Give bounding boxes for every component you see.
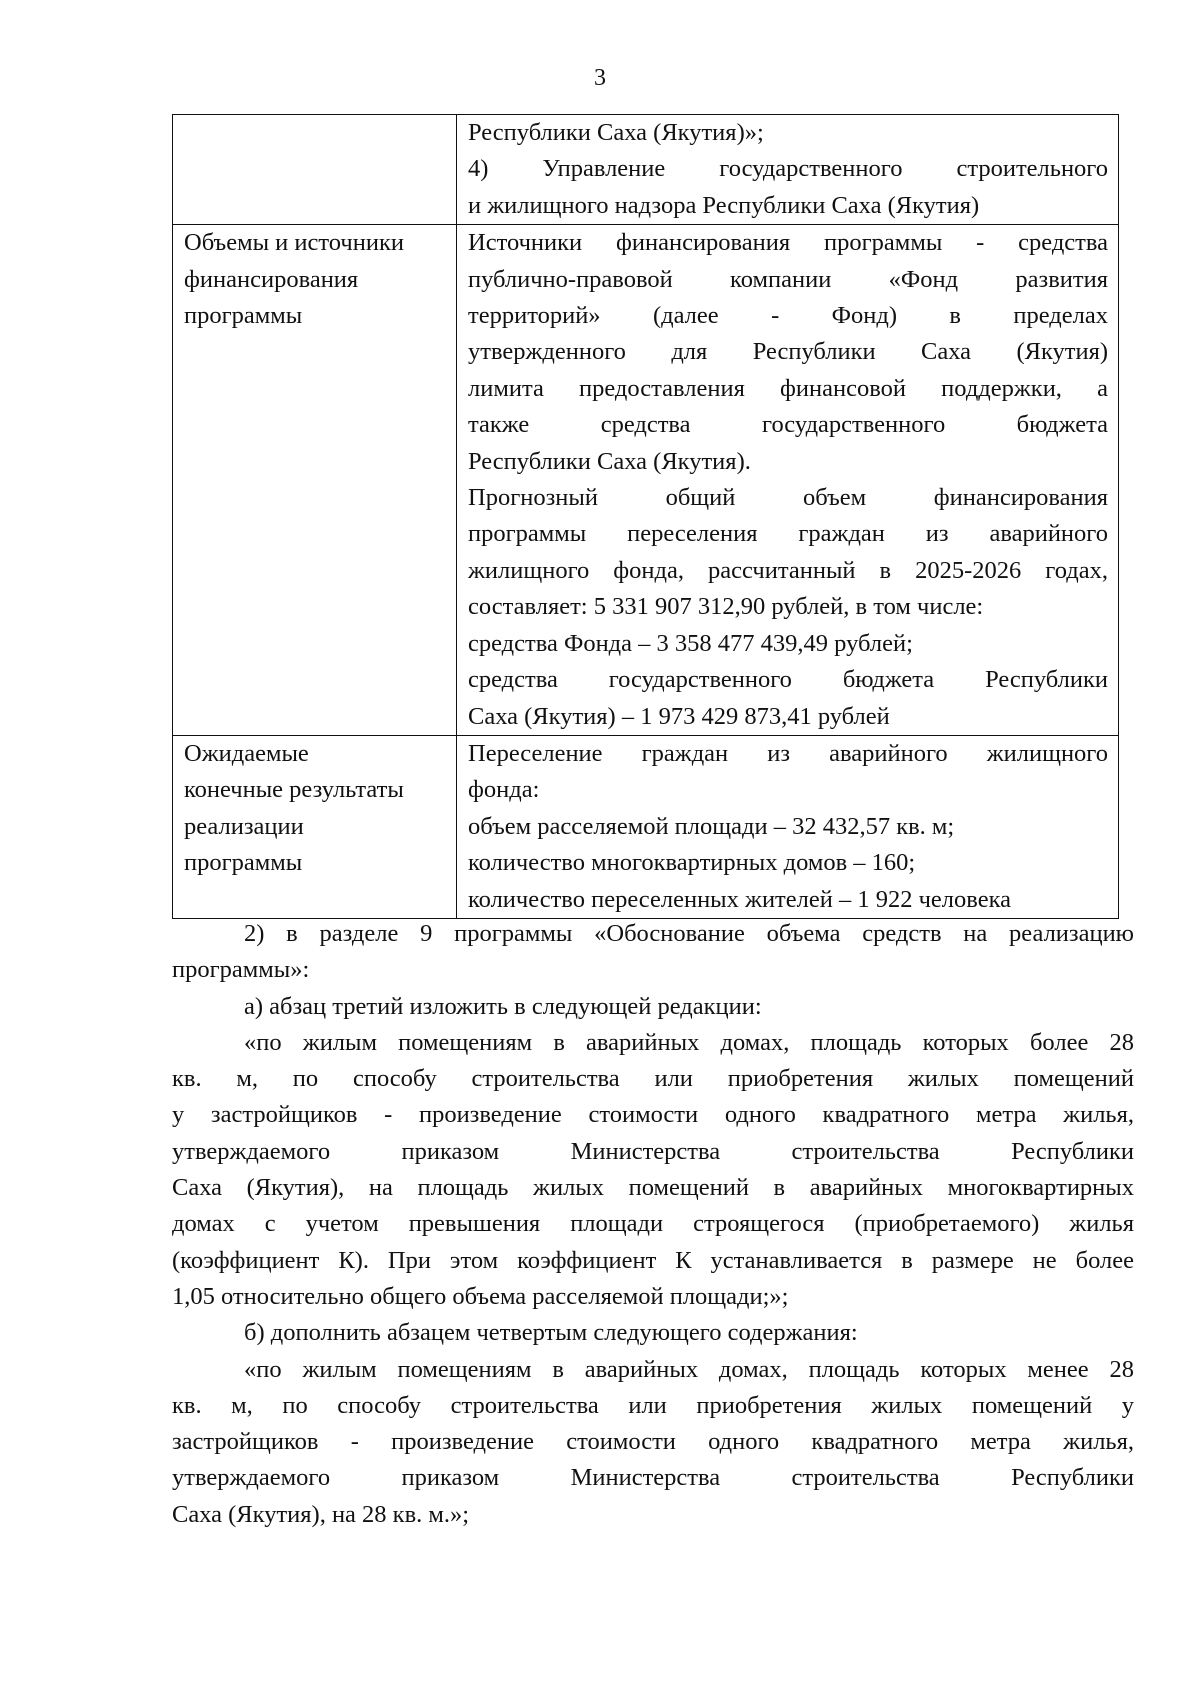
- quoted-paragraph: [172, 1025, 1134, 1315]
- text-line: средства Фонда – 3 358 477 439,49 рублей;: [468, 629, 913, 657]
- text-line: программы»:: [172, 956, 310, 984]
- table-cell-value: [457, 225, 1119, 736]
- text-line: «по жилым помещениям в аварийных домах, площадь которых менее 28: [244, 1355, 1134, 1383]
- table-cell-label: [173, 115, 457, 225]
- text-line: Саха (Якутия), на 28 кв. м.»;: [172, 1500, 470, 1528]
- label-line: программы: [184, 302, 303, 330]
- text-line: Республики Саха (Якутия)»;: [468, 119, 764, 146]
- text-line: у застройщиков - произведение стоимости одного квадратного метра жилья,: [172, 1101, 1134, 1129]
- page-number: 3: [594, 65, 606, 91]
- label-line: реализации: [184, 812, 304, 840]
- text-line: утверждаемого приказом Министерства строительства Республики: [172, 1464, 1134, 1492]
- text-line: также средства государственного бюджета: [468, 411, 1108, 439]
- text-line: 4) Управление государственного строительного: [468, 155, 1108, 183]
- text-line: Саха (Якутия), на площадь жилых помещений в аварийных многоквартирных: [172, 1174, 1134, 1202]
- document-body: [172, 916, 1134, 1533]
- text-line: фонда:: [468, 776, 540, 804]
- text-line: 2) в разделе 9 программы «Обоснование объема средств на реализацию: [244, 920, 1134, 947]
- text-line: составляет: 5 331 907 312,90 рублей, в том числе:: [468, 593, 984, 621]
- text-line: «по жилым помещениям в аварийных домах, площадь которых более 28: [244, 1028, 1134, 1056]
- label-line: программы: [184, 849, 303, 877]
- text-line: программы переселения граждан из аварийного: [468, 520, 1108, 548]
- text-line: Переселение граждан из аварийного жилищного: [468, 739, 1108, 767]
- text-line: утверждаемого приказом Министерства строительства Республики: [172, 1137, 1134, 1165]
- label-line: финансирования: [184, 265, 359, 293]
- label-line: Объемы и источники: [184, 229, 404, 257]
- text-line: кв. м, по способу строительства или приобретения жилых помещений у: [172, 1391, 1134, 1419]
- paragraph: [172, 989, 1134, 1025]
- text-line: (коэффициент К). При этом коэффициент К устанавливается в размере не более: [172, 1246, 1134, 1274]
- program-passport-table: [172, 114, 1119, 919]
- text-line: Прогнозный общий объем финансирования: [468, 484, 1108, 512]
- table-cell-label: [173, 735, 457, 918]
- text-line: 1,05 относительно общего объема расселяемой площади;»;: [172, 1282, 789, 1310]
- text-line: Республики Саха (Якутия).: [468, 447, 751, 475]
- text-line: б) дополнить абзацем четвертым следующего содержания:: [244, 1319, 858, 1347]
- text-line: и жилищного надзора Республики Саха (Якутия): [468, 191, 980, 219]
- text-line: территорий» (далее - Фонд) в пределах: [468, 302, 1108, 330]
- text-line: домах с учетом превышения площади строящегося (приобретаемого) жилья: [172, 1210, 1134, 1238]
- table-row: [173, 225, 1119, 736]
- paragraph: [172, 916, 1134, 989]
- text-line: жилищного фонда, рассчитанный в 2025-2026 годах,: [468, 556, 1108, 584]
- paragraph: [172, 1315, 1134, 1351]
- table-row: [173, 735, 1119, 918]
- text-line: кв. м, по способу строительства или приобретения жилых помещений: [172, 1065, 1134, 1093]
- text-line: количество многоквартирных домов – 160;: [468, 849, 916, 877]
- text-line: Источники финансирования программы - средства: [468, 229, 1108, 257]
- text-line: количество переселенных жителей – 1 922 человека: [468, 885, 1011, 913]
- quoted-paragraph: [172, 1352, 1134, 1533]
- label-line: Ожидаемые: [184, 739, 309, 767]
- text-line: застройщиков - произведение стоимости одного квадратного метра жилья,: [172, 1428, 1134, 1456]
- label-line: конечные результаты: [184, 776, 404, 804]
- text-line: объем расселяемой площади – 32 432,57 кв. м;: [468, 812, 955, 840]
- table-cell-label: [173, 225, 457, 736]
- text-line: лимита предоставления финансовой поддержки, а: [468, 374, 1108, 402]
- table-row: [173, 115, 1119, 225]
- text-line: Саха (Якутия) – 1 973 429 873,41 рублей: [468, 702, 890, 730]
- text-line: средства государственного бюджета Республики: [468, 666, 1108, 694]
- table-cell-value: [457, 115, 1119, 225]
- table-cell-value: [457, 735, 1119, 918]
- text-line: а) абзац третий изложить в следующей редакции:: [244, 992, 762, 1020]
- text-line: публично-правовой компании «Фонд развития: [468, 265, 1108, 293]
- text-line: утвержденного для Республики Саха (Якутия): [468, 338, 1108, 366]
